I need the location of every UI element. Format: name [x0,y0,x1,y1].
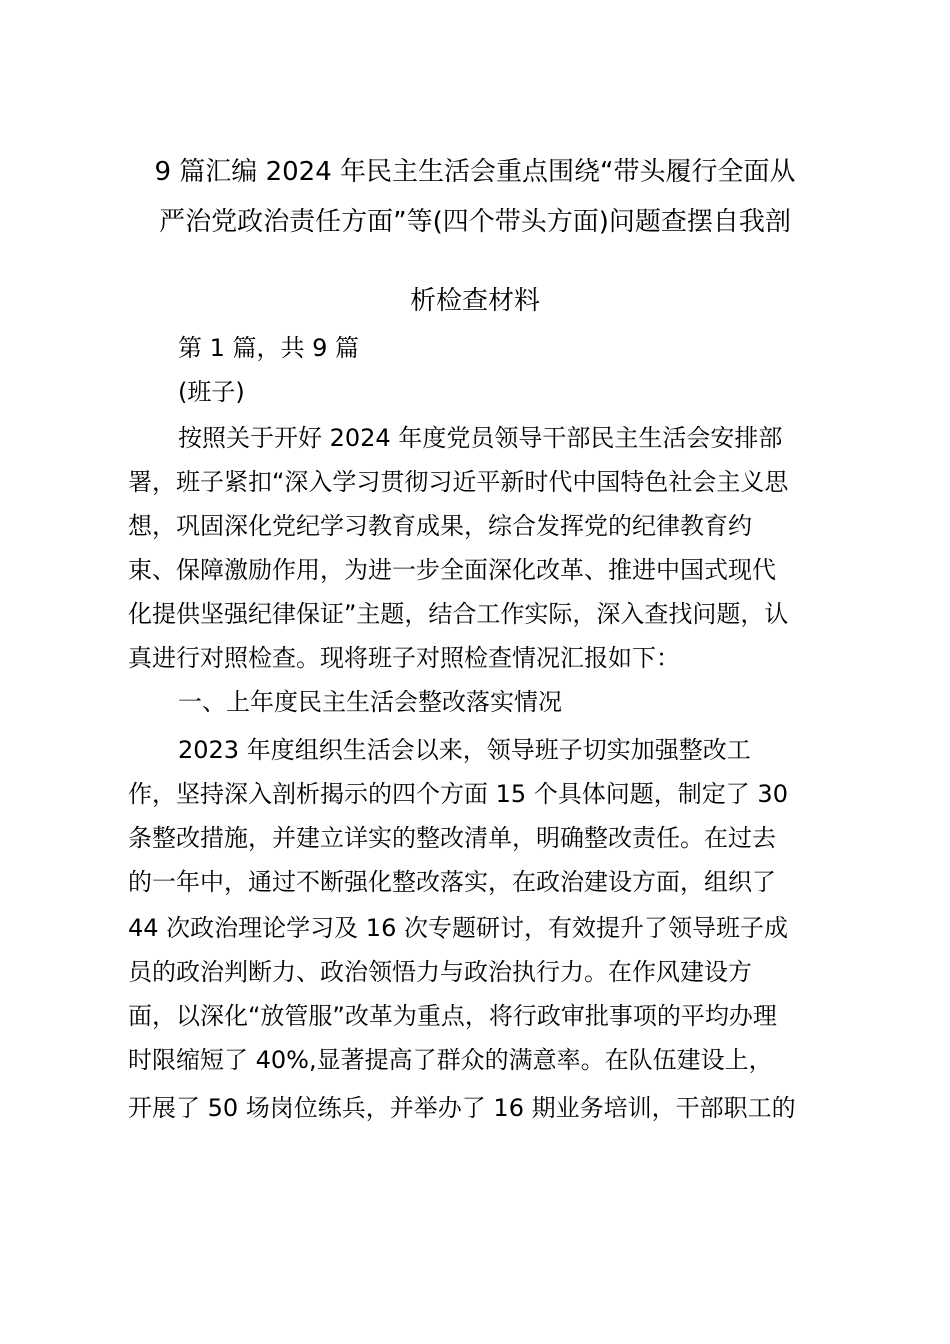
document-subtitle: (班子) [178,378,245,406]
intro-line-6: 真进行对照检查。现将班子对照检查情况汇报如下： [128,644,680,672]
body-line-3: 条整改措施，并建立详实的整改清单，明确整改责任。在过去 [128,824,776,852]
article-number: 第 1 篇，共 9 篇 [178,334,360,362]
document-title-line-3: 析检查材料 [409,286,540,316]
intro-line-4: 束、保障激励作用，为进一步全面深化改革、推进中国式现代 [128,556,776,584]
document-title-line-1: 9 篇汇编 2024 年民主生活会重点围绕“带头履行全面从 [154,157,796,187]
body-line-9: 开展了 50 场岗位练兵，并举办了 16 期业务培训，干部职工的 [128,1094,796,1122]
body-line-1: 2023 年度组织生活会以来，领导班子切实加强整改工 [178,736,751,764]
body-line-8: 时限缩短了 40%,显著提高了群众的满意率。在队伍建设上， [128,1046,773,1074]
body-line-6: 员的政治判断力、政治领悟力与政治执行力。在作风建设方 [128,958,752,986]
intro-line-5: 化提供坚强纪律保证”主题，结合工作实际，深入查找问题，认 [128,600,789,628]
intro-line-3: 想，巩固深化党纪学习教育成果，综合发挥党的纪律教育约 [128,512,752,540]
body-line-5: 44 次政治理论学习及 16 次专题研讨，有效提升了领导班子成 [128,914,788,942]
body-line-4: 的一年中，通过不断强化整改落实，在政治建设方面，组织了 [128,868,776,896]
intro-line-1: 按照关于开好 2024 年度党员领导干部民主生活会安排部 [178,424,783,452]
body-line-7: 面，以深化“放管服”改革为重点，将行政审批事项的平均办理 [128,1002,777,1030]
intro-line-2: 署，班子紧扣“深入学习贯彻习近平新时代中国特色社会主义思 [128,468,789,496]
section-heading: 一、上年度民主生活会整改落实情况 [178,688,562,716]
document-title-line-2: 严治党政治责任方面”等(四个带头方面)问题查摆自我剖 [159,207,791,237]
body-line-2: 作，坚持深入剖析揭示的四个方面 15 个具体问题，制定了 30 [128,780,788,808]
